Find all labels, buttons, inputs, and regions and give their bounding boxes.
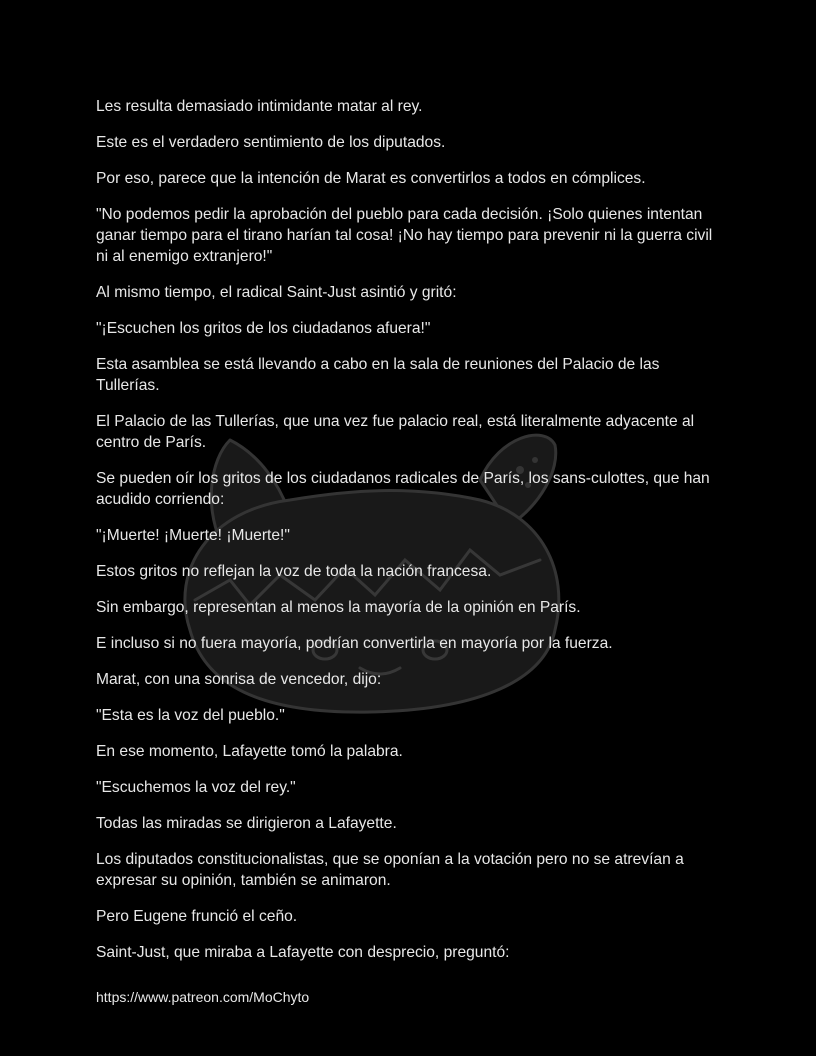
- paragraph: Estos gritos no reflejan la voz de toda la nación francesa.: [96, 563, 492, 580]
- paragraph: Les resulta demasiado intimidante matar al rey.: [96, 98, 423, 115]
- document-body: [96, 96, 726, 978]
- paragraph: Pero Eugene frunció el ceño.: [96, 908, 298, 925]
- paragraph: Todas las miradas se dirigieron a Lafayette.: [96, 815, 397, 832]
- paragraph: "No podemos pedir la aprobación del pueblo para cada decisión. ¡Solo quienes intentan ganar tiempo para el tirano harían tal cosa! ¡No hay tiempo para prevenir ni la guerra civil ni al enemigo extranjero!": [96, 206, 713, 265]
- paragraph: Saint-Just, que miraba a Lafayette con desprecio, preguntó:: [96, 944, 510, 961]
- paragraph: Este es el verdadero sentimiento de los diputados.: [96, 134, 446, 151]
- patreon-link[interactable]: https://www.patreon.com/MoChyto: [96, 989, 310, 1005]
- paragraph: En ese momento, Lafayette tomó la palabra.: [96, 743, 403, 760]
- paragraph: E incluso si no fuera mayoría, podrían convertirla en mayoría por la fuerza.: [96, 635, 613, 652]
- paragraph: "Esta es la voz del pueblo.": [96, 707, 285, 724]
- paragraph: "¡Muerte! ¡Muerte! ¡Muerte!": [96, 527, 290, 544]
- paragraph: "¡Escuchen los gritos de los ciudadanos afuera!": [96, 320, 431, 337]
- paragraph: Por eso, parece que la intención de Marat es convertirlos a todos en cómplices.: [96, 170, 646, 187]
- paragraph: El Palacio de las Tullerías, que una vez fue palacio real, está literalmente adyacente al centro de París.: [96, 413, 695, 451]
- paragraph: Sin embargo, representan al menos la mayoría de la opinión en París.: [96, 599, 581, 616]
- paragraph: Esta asamblea se está llevando a cabo en la sala de reuniones del Palacio de las Tullerías.: [96, 356, 660, 394]
- paragraph: Los diputados constitucionalistas, que se oponían a la votación pero no se atrevían a expresar su opinión, también se animaron.: [96, 851, 684, 889]
- paragraph: "Escuchemos la voz del rey.": [96, 779, 296, 796]
- paragraph: Marat, con una sonrisa de vencedor, dijo:: [96, 671, 382, 688]
- paragraph: Al mismo tiempo, el radical Saint-Just asintió y gritó:: [96, 284, 457, 301]
- paragraph: Se pueden oír los gritos de los ciudadanos radicales de París, los sans-culottes, que han acudido corriendo:: [96, 470, 710, 508]
